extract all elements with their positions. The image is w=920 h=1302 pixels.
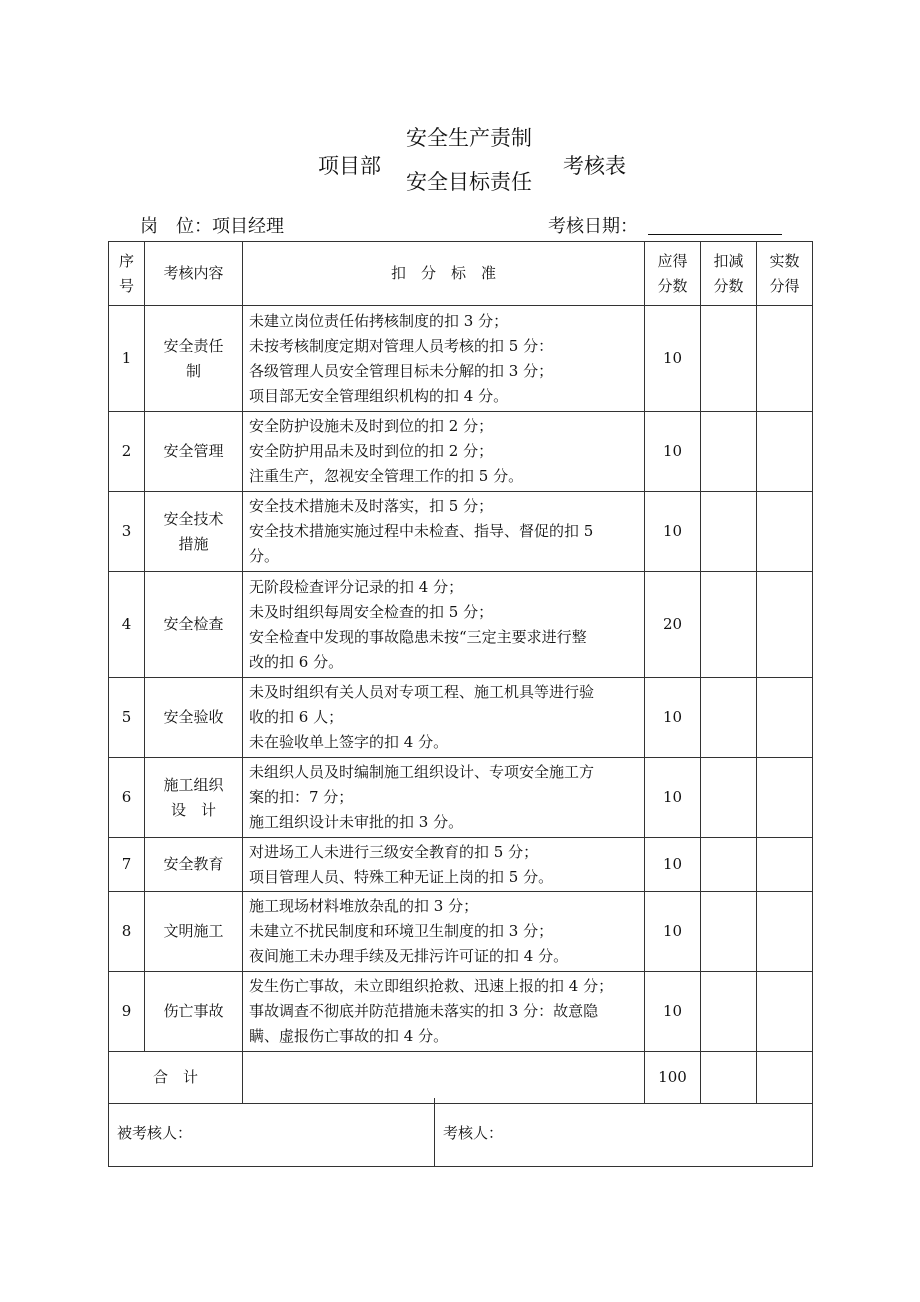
criteria-line: 项目管理人员、特殊工种无证上岗的扣 5 分。 xyxy=(249,867,554,886)
row-seq: 2 xyxy=(109,412,145,492)
row-due-score: 10 xyxy=(645,838,701,892)
row-content-line1: 伤亡事故 xyxy=(163,1002,224,1020)
row-due-score: 10 xyxy=(645,678,701,758)
row-deduct-input[interactable] xyxy=(701,892,757,972)
row-deduct-input[interactable] xyxy=(701,412,757,492)
row-deduct-input[interactable] xyxy=(701,306,757,412)
row-content xyxy=(145,572,243,678)
col-seq xyxy=(109,242,145,306)
row-content-line1: 安全管理 xyxy=(163,442,224,460)
col-deduct-line2: 分数 xyxy=(713,276,744,295)
date-label: 考核日期： xyxy=(548,216,638,237)
row-content-line1: 安全验收 xyxy=(163,708,224,726)
table-row xyxy=(109,412,813,492)
row-content xyxy=(145,412,243,492)
row-deduct-input[interactable] xyxy=(701,492,757,572)
col-actual-line2: 分得 xyxy=(769,276,800,295)
table-row xyxy=(109,838,813,892)
total-due-score: 100 xyxy=(645,1052,701,1104)
row-seq: 1 xyxy=(109,306,145,412)
criteria-line: 安全技术措施实施过程中未检查、指导、督促的扣 5 xyxy=(249,522,594,540)
table-row xyxy=(109,892,813,972)
col-seq-line2: 号 xyxy=(118,276,134,295)
post-field xyxy=(140,212,284,238)
criteria-line: 各级管理人员安全管理目标未分解的扣 3 分； xyxy=(249,361,554,380)
row-actual-input[interactable] xyxy=(757,972,813,1052)
total-actual-input[interactable] xyxy=(757,1052,813,1104)
row-content xyxy=(145,306,243,412)
post-label: 岗 位： xyxy=(140,216,212,237)
row-seq: 5 xyxy=(109,678,145,758)
criteria-line: 施工现场材料堆放杂乱的扣 3 分； xyxy=(249,897,479,915)
row-criteria xyxy=(243,306,645,412)
criteria-line: 未建立不扰民制度和环境卫生制度的扣 3 分； xyxy=(249,922,554,940)
criteria-line: 发生伤亡事故，未立即组织抢救、迅速上报的扣 4 分； xyxy=(249,977,614,995)
col-content: 考核内容 xyxy=(145,242,243,306)
row-due-score: 10 xyxy=(645,412,701,492)
col-due xyxy=(645,242,701,306)
row-due-score: 10 xyxy=(645,758,701,838)
row-content xyxy=(145,838,243,892)
criteria-line: 未建立岗位责任佑拷核制度的扣 3 分； xyxy=(249,311,509,330)
row-seq: 9 xyxy=(109,972,145,1052)
table-row xyxy=(109,492,813,572)
col-due-line1: 应得 xyxy=(657,251,688,270)
row-due-score: 10 xyxy=(645,492,701,572)
row-deduct-input[interactable] xyxy=(701,838,757,892)
row-seq: 8 xyxy=(109,892,145,972)
row-actual-input[interactable] xyxy=(757,306,813,412)
criteria-line: 未按考核制度定期对管理人员考核的扣 5 分： xyxy=(249,336,554,355)
criteria-line: 项目部无安全管理组织机构的扣 4 分。 xyxy=(249,386,509,405)
row-content-line1: 安全责任 xyxy=(163,336,224,355)
row-criteria xyxy=(243,758,645,838)
criteria-line: 瞒、虚报伤亡事故的扣 4 分。 xyxy=(249,1027,449,1045)
criteria-line: 改的扣 6 分。 xyxy=(249,652,344,671)
row-criteria xyxy=(243,572,645,678)
criteria-line: 分。 xyxy=(249,547,280,565)
col-due-line2: 分数 xyxy=(657,276,688,295)
row-deduct-input[interactable] xyxy=(701,758,757,838)
criteria-line: 事故调查不彻底并防范措施未落实的扣 3 分：故意隐 xyxy=(249,1002,599,1020)
row-deduct-input[interactable] xyxy=(701,972,757,1052)
row-actual-input[interactable] xyxy=(757,572,813,678)
title-line1: 安全生产责制 xyxy=(406,126,532,150)
row-criteria xyxy=(243,892,645,972)
row-content-line2: 制 xyxy=(185,361,201,380)
assessment-table xyxy=(108,241,813,1104)
row-deduct-input[interactable] xyxy=(701,678,757,758)
row-content xyxy=(145,892,243,972)
criteria-line: 对进场工人未进行三级安全教育的扣 5 分； xyxy=(249,842,539,861)
criteria-line: 施工组织设计未审批的扣 3 分。 xyxy=(249,813,464,831)
col-deduct xyxy=(701,242,757,306)
row-criteria xyxy=(243,678,645,758)
row-criteria xyxy=(243,412,645,492)
row-content-line1: 文明施工 xyxy=(163,922,224,940)
row-content xyxy=(145,758,243,838)
row-actual-input[interactable] xyxy=(757,838,813,892)
row-content-line2: 措施 xyxy=(178,534,209,553)
criteria-line: 安全检查中发现的事故隐患未按“三定主要求进行整 xyxy=(249,627,587,646)
signature-table xyxy=(108,1098,813,1167)
title-line2: 安全目标责任 xyxy=(406,170,532,194)
row-due-score: 20 xyxy=(645,572,701,678)
row-due-score: 10 xyxy=(645,972,701,1052)
criteria-line: 未组织人员及时编制施工组织设计、专项安全施工方 xyxy=(249,763,595,781)
date-input-line[interactable] xyxy=(648,234,782,235)
post-value: 项目经理 xyxy=(212,216,284,237)
table-row xyxy=(109,572,813,678)
total-label: 合 计 xyxy=(109,1052,243,1104)
criteria-line: 注重生产，忽视安全管理工作的扣 5 分。 xyxy=(249,467,524,485)
row-actual-input[interactable] xyxy=(757,892,813,972)
row-seq: 3 xyxy=(109,492,145,572)
title-dept: 项目部 xyxy=(318,154,381,178)
criteria-line: 安全防护设施未及时到位的扣 2 分； xyxy=(249,417,494,435)
row-content-line1: 施工组织 xyxy=(163,775,224,794)
header-row xyxy=(109,242,813,306)
criteria-line: 安全防护用品未及时到位的扣 2 分； xyxy=(249,442,494,460)
row-actual-input[interactable] xyxy=(757,678,813,758)
row-actual-input[interactable] xyxy=(757,492,813,572)
criteria-line: 未及时组织有关人员对专项工程、施工机具等进行验 xyxy=(249,683,595,701)
row-content-line1: 安全技术 xyxy=(163,509,224,528)
row-criteria xyxy=(243,492,645,572)
row-seq: 7 xyxy=(109,838,145,892)
row-content-line1: 安全检查 xyxy=(163,615,224,633)
col-deduct-line1: 扣减 xyxy=(713,251,744,270)
table-row xyxy=(109,972,813,1052)
criteria-line: 夜间施工未办理手续及无排污许可证的扣 4 分。 xyxy=(249,947,569,965)
col-seq-line1: 序 xyxy=(118,251,134,270)
row-criteria xyxy=(243,972,645,1052)
criteria-line: 未在验收单上签字的扣 4 分。 xyxy=(249,733,449,751)
total-criteria-empty xyxy=(243,1052,645,1104)
col-actual xyxy=(757,242,813,306)
total-row xyxy=(109,1052,813,1104)
criteria-line: 案的扣：7 分； xyxy=(249,788,354,806)
row-content xyxy=(145,972,243,1052)
criteria-line: 安全技术措施未及时落实，扣 5 分； xyxy=(249,497,494,515)
row-seq: 4 xyxy=(109,572,145,678)
total-deduct-input[interactable] xyxy=(701,1052,757,1104)
row-actual-input[interactable] xyxy=(757,412,813,492)
title-suffix: 考核表 xyxy=(563,154,626,178)
table-row xyxy=(109,678,813,758)
row-content-line2: 设 计 xyxy=(170,800,216,819)
table-row xyxy=(109,306,813,412)
criteria-line: 无阶段检查评分记录的扣 4 分； xyxy=(249,577,464,596)
row-deduct-input[interactable] xyxy=(701,572,757,678)
row-actual-input[interactable] xyxy=(757,758,813,838)
row-content xyxy=(145,492,243,572)
col-actual-line1: 实数 xyxy=(769,251,800,270)
row-content-line1: 安全教育 xyxy=(163,855,224,873)
criteria-line: 收的扣 6 人； xyxy=(249,708,344,726)
criteria-line: 未及时组织每周安全检查的扣 5 分； xyxy=(249,602,494,621)
row-seq: 6 xyxy=(109,758,145,838)
row-content xyxy=(145,678,243,758)
row-due-score: 10 xyxy=(645,306,701,412)
row-due-score: 10 xyxy=(645,892,701,972)
col-criteria: 扣 分 标 准 xyxy=(243,242,645,306)
examinee-signature-field[interactable]: 被考核人： xyxy=(109,1098,435,1167)
examiner-signature-field[interactable]: 考核人： xyxy=(435,1098,813,1167)
row-criteria xyxy=(243,838,645,892)
table-row xyxy=(109,758,813,838)
